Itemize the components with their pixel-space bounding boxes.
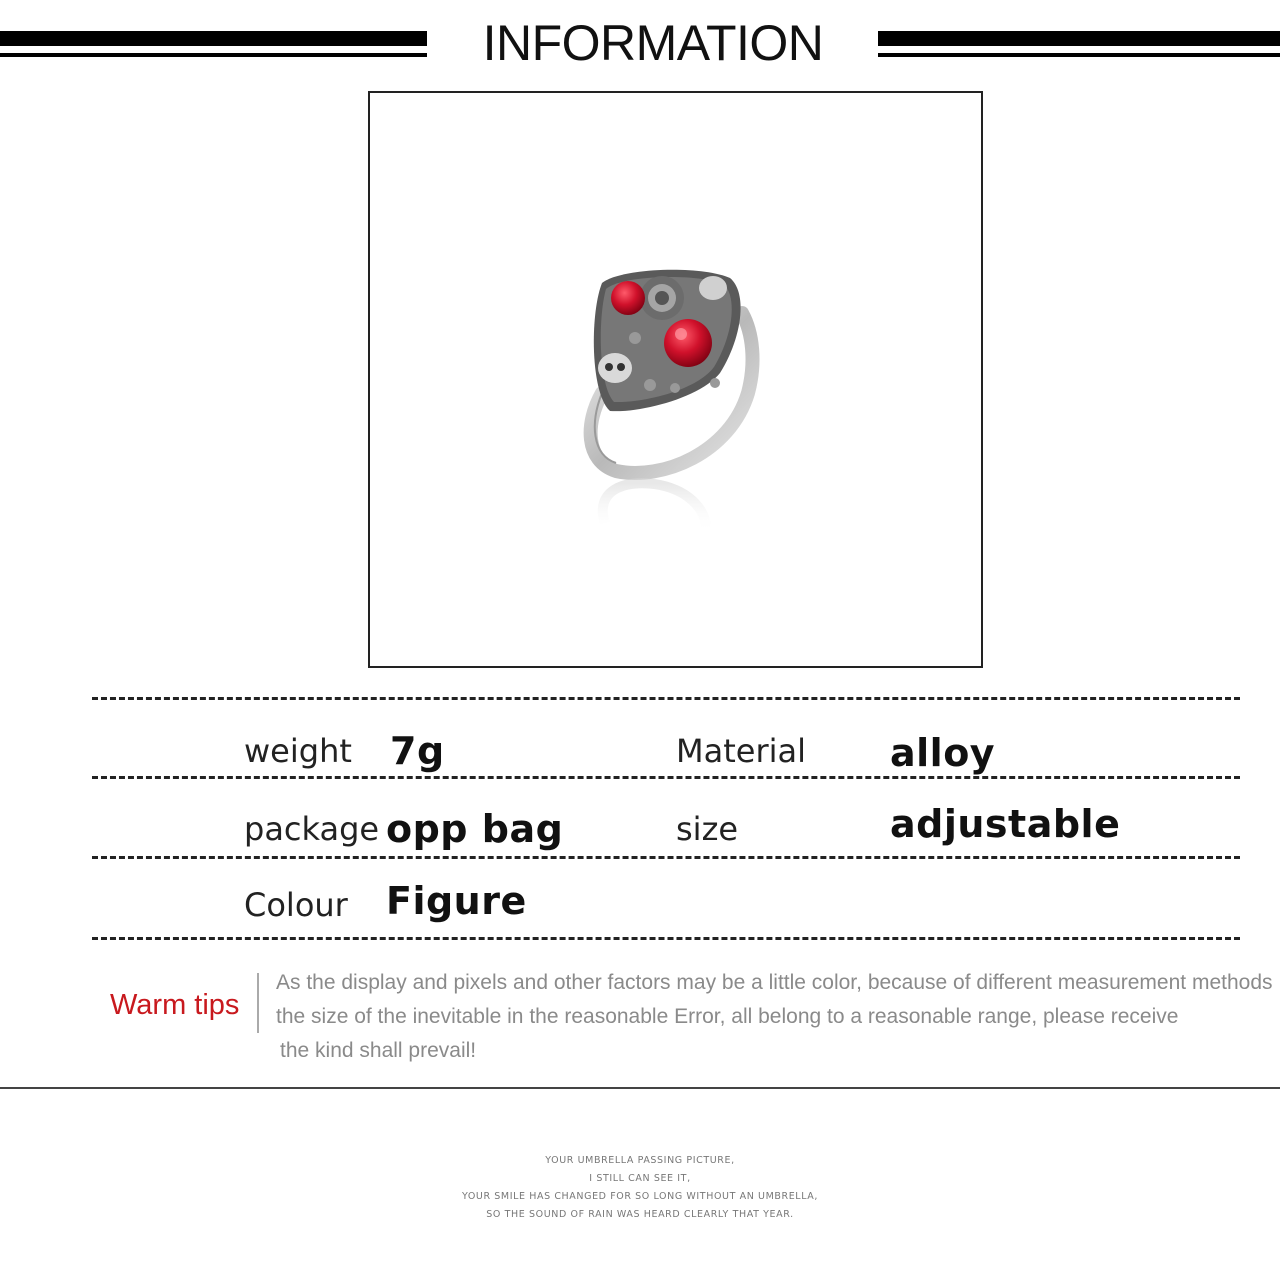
spec-label-material: Material [676,732,806,770]
spec-label-size: size [676,810,739,848]
divider [92,856,1240,859]
warm-tips-line: the kind shall prevail! [280,1039,477,1062]
header-right-thick-bar [878,31,1280,46]
divider [92,697,1240,700]
footer-line: I STILL CAN SEE IT, [589,1173,691,1184]
warm-tips-line: As the display and pixels and other factors may be a little color, because of different measurement methods [276,971,1273,994]
spec-label-package: package [244,810,380,848]
spec-value-package: opp bag [386,807,564,851]
spec-value-material: alloy [890,731,996,775]
footer-divider [0,1087,1280,1089]
spec-value-weight: 7g [390,729,445,773]
header-right-thin-bar [878,53,1280,57]
ring-image [370,93,981,666]
footer-line: YOUR SMILE HAS CHANGED FOR SO LONG WITHOUT AN UMBRELLA, [461,1191,819,1202]
spec-label-colour: Colour [244,886,348,924]
spec-label-weight: weight [244,732,352,770]
divider [92,937,1240,940]
product-image-frame [368,91,983,668]
divider [92,776,1240,779]
warm-tips-label: Warm tips [110,989,240,1021]
page-title: INFORMATION [482,15,824,71]
warm-tips-divider [257,973,259,1033]
footer-line: SO THE SOUND OF RAIN WAS HEARD CLEARLY THAT YEAR. [486,1209,794,1220]
warm-tips-line: the size of the inevitable in the reasonable Error, all belong to a reasonable range, please receive [276,1005,1179,1028]
footer-line: YOUR UMBRELLA PASSING PICTURE, [545,1155,735,1166]
header-left-thick-bar [0,31,427,46]
header-left-thin-bar [0,53,427,57]
spec-value-size: adjustable [890,802,1121,846]
spec-value-colour: Figure [386,879,527,923]
